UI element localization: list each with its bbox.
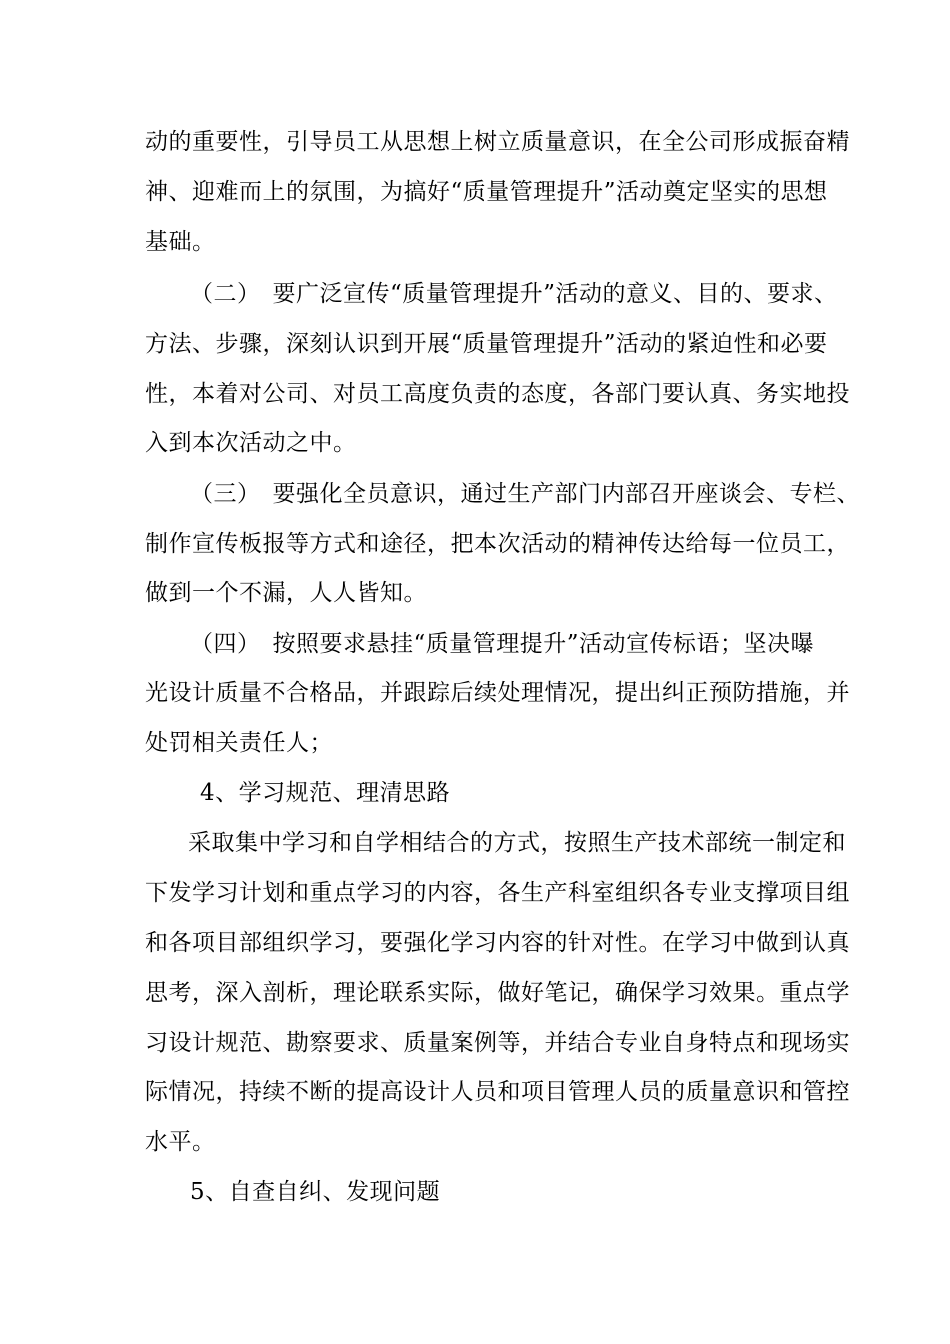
text-line: 习设计规范、勘察要求、质量案例等，并结合专业自身特点和现场实 xyxy=(145,1030,850,1056)
list-item-4-heading: （四） 按照要求悬挂“质量管理提升”活动宣传标语；坚决曝 xyxy=(190,631,815,657)
text-line: 思考，深入剖析，理论联系实际，做好笔记，确保学习效果。重点学 xyxy=(145,980,850,1006)
text-line: 处罚相关责任人； xyxy=(145,730,333,756)
list-item-3-heading: （三） 要强化全员意识，通过生产部门内部召开座谈会、专栏、 xyxy=(190,481,860,507)
list-item-2-heading: （二） 要广泛宣传“质量管理提升”活动的意义、目的、要求、 xyxy=(190,281,838,307)
text-line: 制作宣传板报等方式和途径，把本次活动的精神传达给每一位员工， xyxy=(145,531,850,557)
text-line: 际情况，持续不断的提高设计人员和项目管理人员的质量意识和管控 xyxy=(145,1079,850,1105)
text-line: 做到一个不漏，人人皆知。 xyxy=(145,580,427,606)
text-line: 水平。 xyxy=(145,1129,216,1155)
section-heading-5: 5、自查自纠、发现问题 xyxy=(190,1179,441,1205)
text-line: 采取集中学习和自学相结合的方式，按照生产技术部统一制定和 xyxy=(188,830,846,856)
text-line: 性，本着对公司、对员工高度负责的态度，各部门要认真、务实地投 xyxy=(145,381,850,407)
text-line: 下发学习计划和重点学习的内容，各生产科室组织各专业支撑项目组 xyxy=(145,880,850,906)
text-line: 动的重要性，引导员工从思想上树立质量意识，在全公司形成振奋精 xyxy=(145,129,850,155)
text-line: 光设计质量不合格品，并跟踪后续处理情况，提出纠正预防措施，并 xyxy=(145,680,850,706)
section-heading-4: 4、学习规范、理清思路 xyxy=(200,780,451,806)
text-line: 基础。 xyxy=(145,229,216,255)
text-line: 和各项目部组织学习，要强化学习内容的针对性。在学习中做到认真 xyxy=(145,930,850,956)
text-line: 入到本次活动之中。 xyxy=(145,430,357,456)
text-line: 方法、步骤，深刻认识到开展“质量管理提升”活动的紧迫性和必要 xyxy=(145,331,828,357)
text-line: 神、迎难而上的氛围，为搞好“质量管理提升”活动奠定坚实的思想 xyxy=(145,179,828,205)
